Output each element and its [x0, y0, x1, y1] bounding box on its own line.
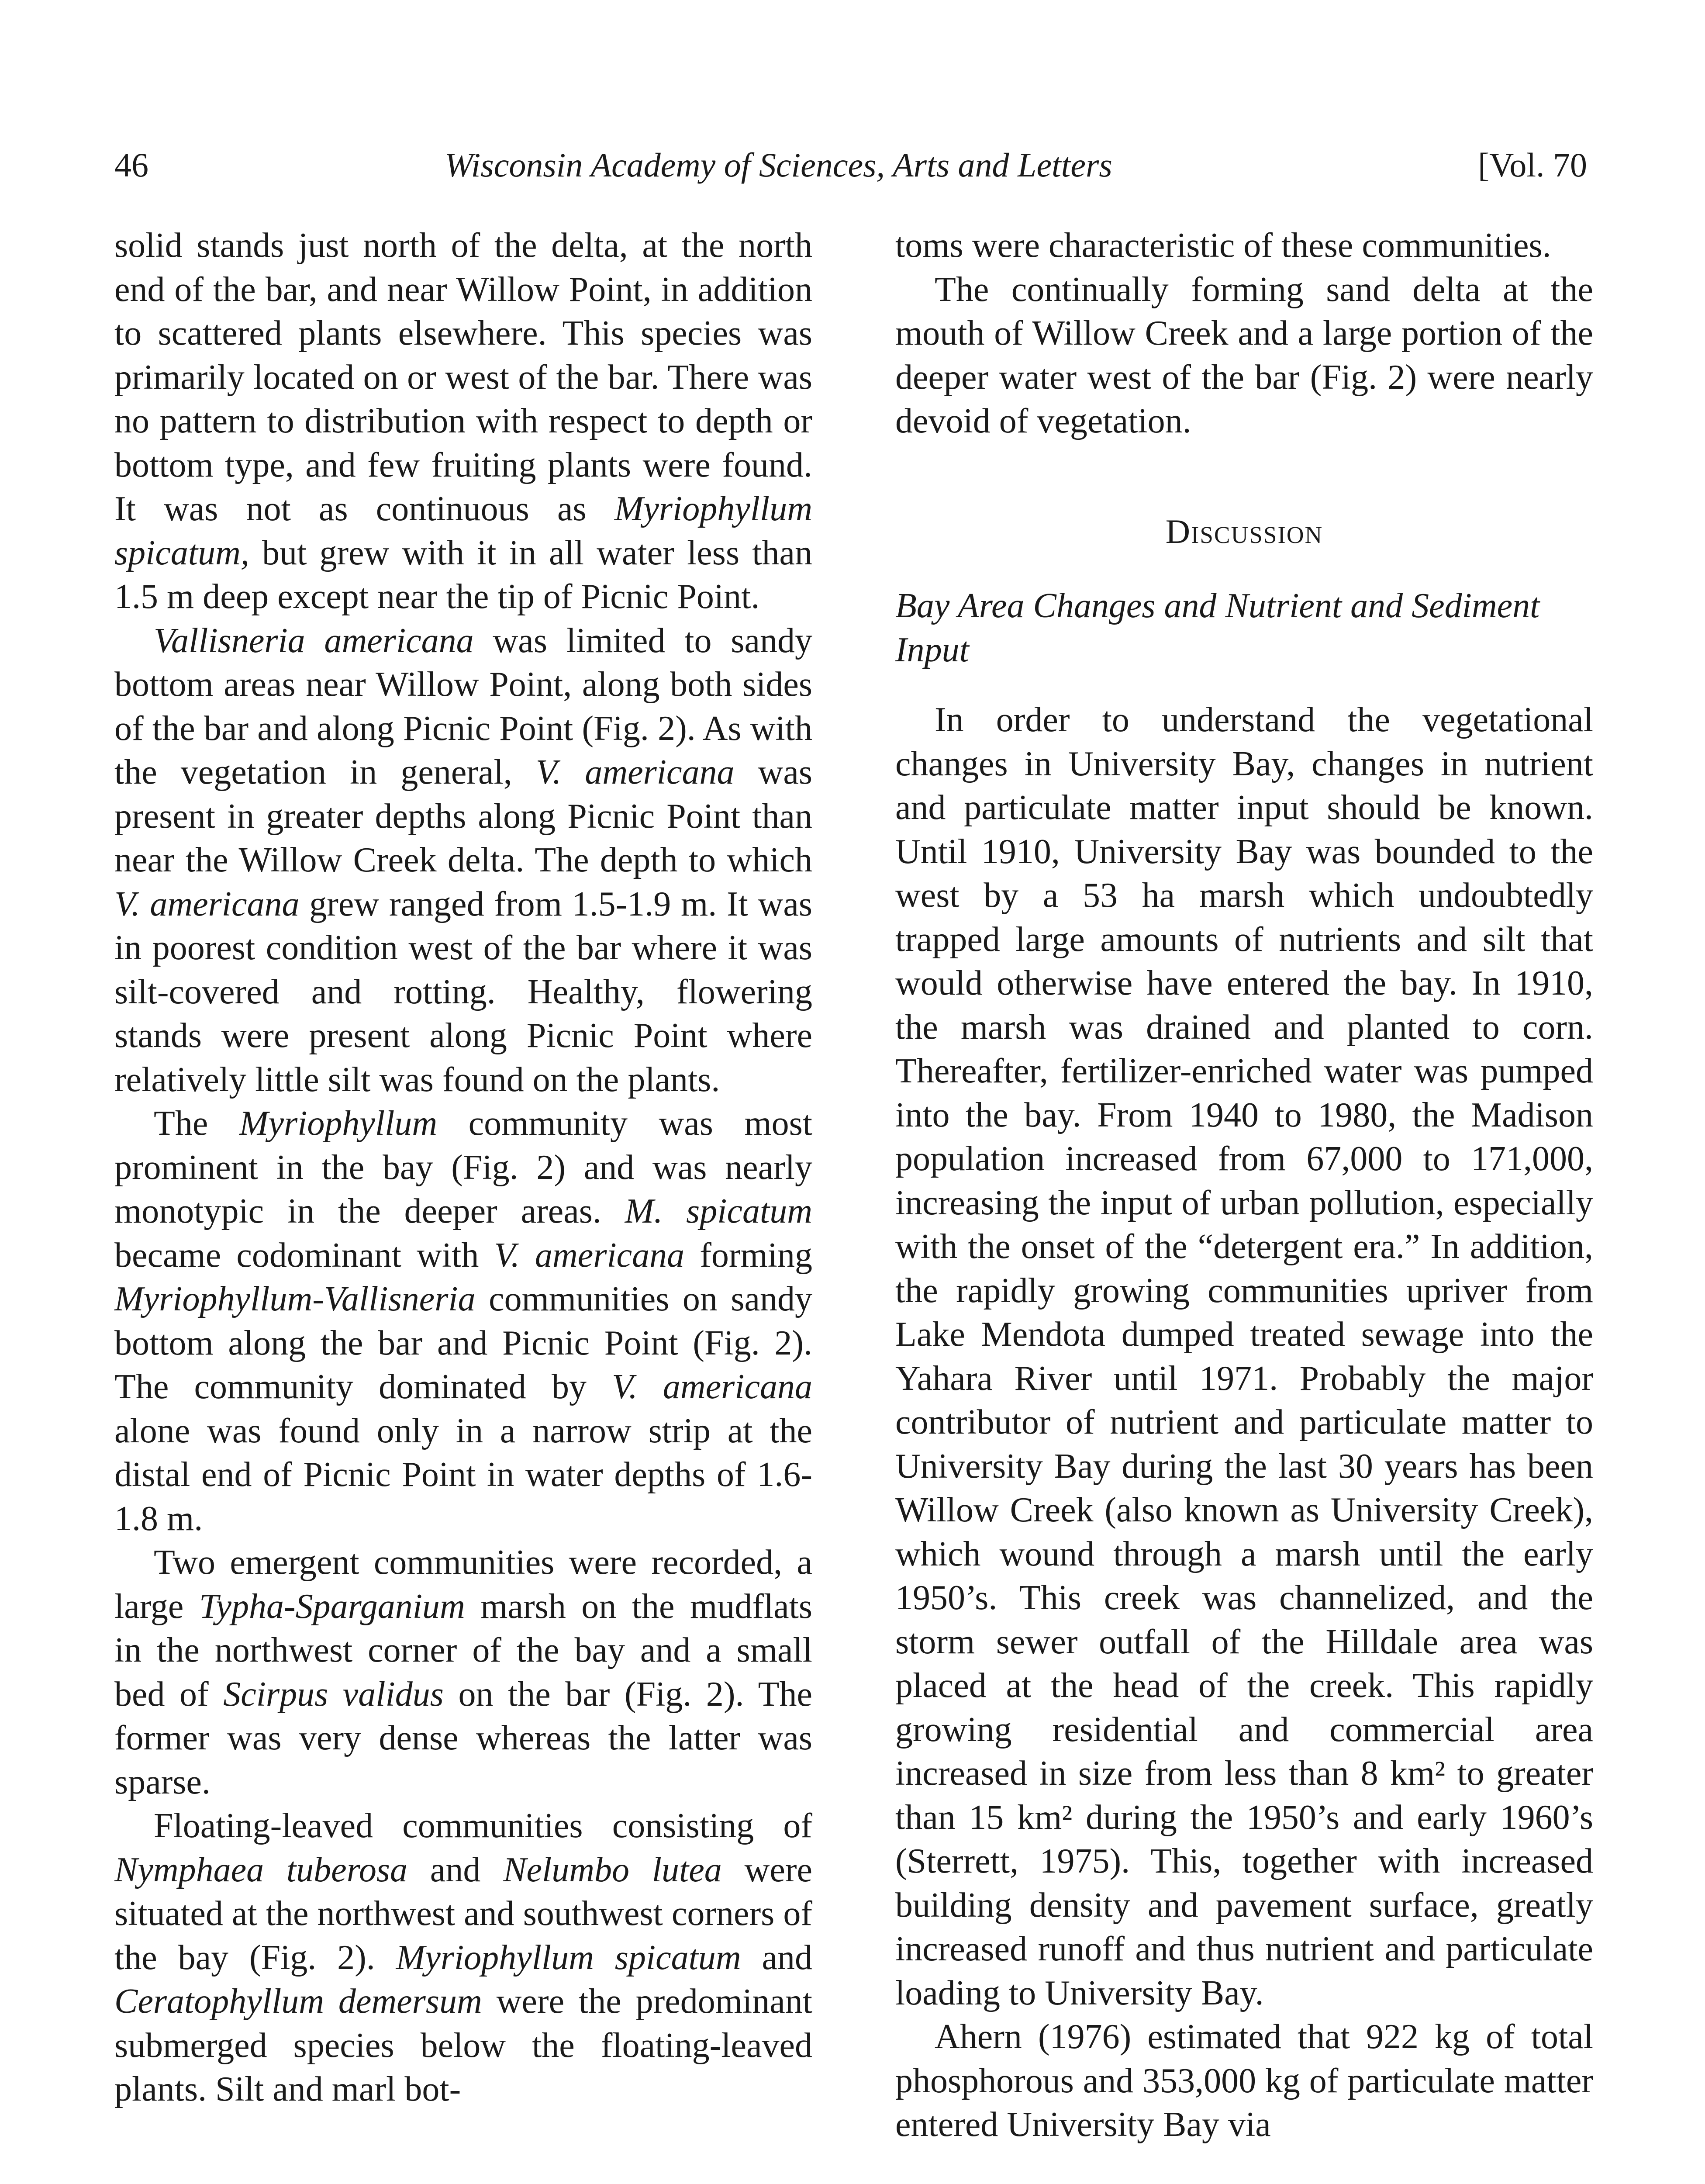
paragraph: In order to understand the vegetational changes in University Bay, changes in nutrient and particulate matter input should be known. Until 1910, University Bay was bounded to the west by a 53 ha marsh which undoubtedly trapped large amounts of nutrients and silt that would otherwise have entered the bay. In 1910, the marsh was drained and planted to corn. Thereafter, fertilizer-enriched water was pumped into the bay. From 1940 to 1980, the Madison population increased from 67,000 to 171,000, increasing the input of urban pollution, especially with the onset of the “detergent era.” In addition, the rapidly growing communities upriver from Lake Mendota dumped treated sewage into the Yahara River until 1971. Probably the major contributor of nutrient and particulate matter to University Bay during the last 30 years has been Willow Creek (also known as University Creek), which wound through a marsh until the early 1950’s. This creek was channelized, and the storm sewer outfall of the Hilldale area was placed at the head of the creek. This rapidly growing residential and commercial area increased in size from less than 8 km² to greater than 15 km² during the 1950’s and early 1960’s (Sterrett, 1975). This, together with increased building density and pavement surface, greatly increased runoff and thus nutrient and particulate loading to University Bay. [895, 701, 1593, 2012]
right-column [895, 224, 1593, 2147]
paragraph: Two emergent communities were recorded, a large Typha-Sparganium marsh on the mudflats in the northwest corner of the bay and a small bed of Scirpus validus on the bar (Fig. 2). The former was very dense whereas the latter was sparse. [114, 1543, 813, 1801]
paragraph: Vallisneria americana was limited to sandy bottom areas near Willow Point, along both sides of the bar and along Picnic Point (Fig. 2). As with the vegetation in general, V. americana was present in greater depths along Picnic Point than near the Willow Creek delta. The depth to which V. americana grew ranged from 1.5-1.9 m. It was in poorest condition west of the bar where it was silt-covered and rotting. Healthy, flowering stands were present along Picnic Point where relatively little silt was found on the plants. [114, 621, 813, 1099]
paragraph: toms were characteristic of these communities. [895, 226, 1551, 265]
left-column [114, 224, 812, 2111]
section-heading: Discussion [1165, 512, 1323, 550]
paragraph: Ahern (1976) estimated that 922 kg of total phosphorous and 353,000 kg of particulate matter entered University Bay via [895, 2018, 1593, 2144]
volume-label: [Vol. 70 [1478, 146, 1587, 184]
paragraph: The continually forming sand delta at the mouth of Willow Creek and a large portion of the deeper water west of the bar (Fig. 2) were nearly devoid of vegetation. [895, 270, 1593, 440]
paragraph: solid stands just north of the delta, at the north end of the bar, and near Willow Point, in addition to scattered plants elsewhere. This species was primarily located on or west of the bar. There was no pattern to distribution with respect to depth or bottom type, and few fruiting plants were found. It was not as continuous as Myriophyllum spicatum, but grew with it in all water less than 1.5 m deep except near the tip of Picnic Point. [114, 226, 812, 616]
page-number: 46 [114, 146, 148, 184]
right-column-body [895, 698, 1593, 2147]
paragraph: The Myriophyllum community was most prominent in the bay (Fig. 2) and was nearly monotypic in the deeper areas. M. spicatum became codominant with V. americana forming Myriophyllum-Vallisneria communities on sandy bottom along the bar and Picnic Point (Fig. 2). The community dominated by V. americana alone was found only in a narrow strip at the distal end of Picnic Point in water depths of 1.6-1.8 m. [114, 1104, 813, 1538]
subsection-heading: Bay Area Changes and Nutrient and Sediment Input [895, 587, 1540, 669]
right-column-top [895, 224, 1593, 443]
journal-title: Wisconsin Academy of Sciences, Arts and Letters [445, 146, 1112, 184]
paragraph: Floating-leaved communities consisting of Nymphaea tuberosa and Nelumbo lutea were situated at the northwest and southwest corners of the bay (Fig. 2). Myriophyllum spicatum and Ceratophyllum demersum were the predominant submerged species below the floating-leaved plants. Silt and marl bot- [114, 1807, 813, 2108]
running-header [0, 139, 1705, 191]
